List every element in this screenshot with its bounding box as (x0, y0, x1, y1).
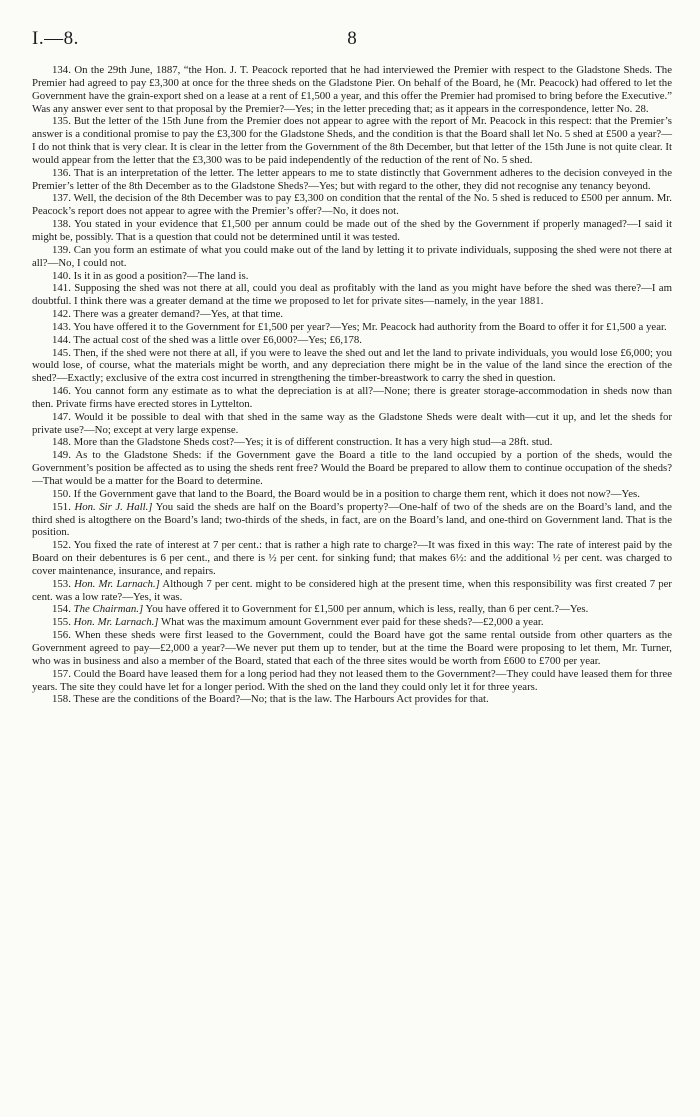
speaker-name: Hon. Mr. Larnach.] (73, 616, 159, 629)
speaker-name: The Chairman.] (73, 603, 144, 616)
question-number: 157. (52, 667, 71, 680)
question-number: 142. (52, 308, 71, 321)
question-number: 145. (52, 346, 71, 359)
question-text: That is an interpretation of the letter. The letter appears to me to state distinctly that Government adheres to the decision conveyed in the Premier’s letter of the 8th December as to the Gladstone Sheds?—Yes; but with regard to the other, they did not recognise any tenancy beyond. (32, 166, 672, 192)
question-paragraph (32, 321, 672, 334)
question-paragraph (32, 244, 672, 270)
question-paragraph (32, 334, 672, 347)
question-number: 152. (52, 539, 71, 552)
question-paragraph (32, 449, 672, 488)
question-text: Well, the decision of the 8th December was to pay £3,300 on condition that the rental of the No. 5 shed is reduced to £500 per annum. Mr. Peacock’s report does not appear to agree with the Premier’s offer?—No, it does not. (32, 192, 672, 218)
question-text: You fixed the rate of interest at 7 per cent.: that is rather a high rate to charge?—It was fixed in this way: The rate of interest paid by the Board on their debentures is 6 per cent., and there is ½ per cent. for sinking fund; that makes 6½: and the additional ½ per cent. was charged to cover maintenance, insurance, and repairs. (32, 539, 672, 577)
question-paragraph (32, 629, 672, 668)
question-text: What was the maximum amount Government ever paid for these sheds?—£2,000 a year. (161, 616, 544, 629)
question-paragraph (32, 501, 672, 540)
question-number: 143. (52, 320, 71, 333)
speaker-name: Hon. Mr. Larnach.] (74, 577, 160, 590)
question-text: You stated in your evidence that £1,500 per annum could be made out of the shed by the Government if properly managed?—I said it might be, possibly. That is a question that could not be determined until it was tested. (32, 218, 672, 243)
question-paragraph (32, 616, 672, 629)
question-paragraph (32, 693, 672, 706)
evidence-text (32, 64, 672, 706)
question-text: Would it be possible to deal with that shed in the same way as the Gladstone Sheds were dealt with—cut it up, and let the sheds for private use?—No; except at very large expense. (32, 410, 672, 436)
question-number: 139. (52, 243, 71, 256)
question-number: 150. (52, 487, 71, 500)
question-text: Could the Board have leased them for a long period had they not leased them to the Government?—They could have leased them for three years. The site they could have let for a longer period. With the shed on the land they could only let it for three years. (32, 667, 672, 693)
question-text: On the 29th June, 1887, “the Hon. J. T. Peacock reported that he had interviewed the Premier with respect to the Gladstone Sheds. The Premier had agreed to pay £3,300 at once for the three sheds on the Gladstone Pier. On behalf of the Board, he (Mr. Peacock) had offered to let the Government have the grain-export shed on a lease at a rent of £1,500 a year, and this offer the Premier had promised to bring before the Executive.” Was any answer ever sent to that proposal by the Premier?—Yes; in the letter preceding that; as it appears in the correspondence, letter No. 28. (32, 64, 673, 115)
question-number: 140. (52, 269, 71, 282)
question-paragraph (32, 385, 672, 411)
question-text: The actual cost of the shed was a little over £6,000?—Yes; £6,178. (73, 333, 362, 346)
question-text: These are the conditions of the Board?—No; that is the law. The Harbours Act provides for that. (73, 693, 489, 706)
question-paragraph (32, 539, 672, 578)
question-paragraph (32, 411, 672, 437)
question-number: 149. (52, 449, 71, 462)
question-text: Then, if the shed were not there at all, if you were to leave the shed out and let the land to private individuals, you would lose £6,000; you would lose, of course, what the materials might be worth, and any depreciation there might be in the value of the land since the erection of the shed?—Exactly; exclusive of the extra cost incurred in strengthening the timber-breastwork to carry the shed in question. (32, 346, 672, 385)
question-number: 147. (52, 410, 71, 423)
question-paragraph (32, 270, 672, 283)
question-text: As to the Gladstone Sheds: if the Government gave the Board a title to the land occupied by a portion of the sheds, would the Government’s position be affected as to using the sheds rent free? Would the Board be prepared to allow them to continue occupation of the sheds?—That would be a matter for the Board to determine. (32, 449, 672, 487)
question-number: 134. (52, 64, 71, 76)
question-number: 151. (52, 500, 71, 513)
question-paragraph (32, 603, 672, 616)
question-number: 156. (52, 629, 71, 642)
document-page (32, 28, 672, 706)
question-paragraph (32, 308, 672, 321)
page-number: 8 (347, 28, 357, 49)
question-text: If the Government gave that land to the Board, the Board would be in a position to charge them rent, which it does not now?—Yes. (73, 487, 640, 500)
question-number: 144. (52, 333, 71, 346)
speaker-name: Hon. Sir J. Hall.] (74, 500, 153, 513)
section-reference: I.—8. (32, 28, 79, 49)
question-paragraph (32, 436, 672, 449)
question-text: Supposing the shed was not there at all, could you deal as profitably with the land as you might have before the shed was there?—I am doubtful. I think there was a greater demand at the time we proposed to let for private sites—namely, in the year 1881. (32, 282, 673, 308)
question-text: But the letter of the 15th June from the Premier does not appear to agree with the report of Mr. Peacock in this respect: that the Premier’s answer is a conditional promise to pay the £3,300 for the Gladstone Sheds, and the condition is that the Board shall let No. 5 shed at £500 a year?—I do not think that is very clear. It is clear in the letter from the Government of the 8th December, but that letter of the 15th June is not quite clear. It would appear from the letter that the £3,300 was to be paid independently of the reduction of the rent of No. 5 shed. (32, 115, 672, 166)
question-text: You have offered it to Government for £1,500 per annum, which is less, really, than 6 per cent.?—Yes. (145, 603, 589, 616)
question-number: 137. (52, 192, 71, 205)
question-text: More than the Gladstone Sheds cost?—Yes; it is of different construction. It has a very high stud—a 28ft. stud. (73, 436, 553, 449)
question-number: 148. (52, 436, 71, 449)
question-paragraph (32, 192, 672, 218)
question-paragraph (32, 218, 672, 244)
question-paragraph (32, 668, 672, 694)
question-text: You said the sheds are half on the Board’s property?—One-half of two of the sheds are on the Board’s land, and the third shed is altogthere on the Board’s land; two-thirds of the sheds, in fact, are on the Board’s land, and one-third on Government land. That is the position. (32, 500, 672, 539)
question-number: 146. (52, 385, 71, 398)
question-number: 136. (52, 166, 71, 179)
question-paragraph (32, 64, 672, 115)
question-number: 154. (52, 603, 71, 616)
question-number: 158. (52, 693, 71, 706)
question-paragraph (32, 347, 672, 386)
question-number: 153. (52, 577, 71, 590)
question-number: 155. (52, 616, 71, 629)
question-text: Is it in as good a position?—The land is. (73, 269, 249, 282)
question-number: 138. (52, 218, 71, 231)
question-number: 141. (52, 282, 71, 295)
question-text: You have offered it to the Government for £1,500 per year?—Yes; Mr. Peacock had authority from the Board to offer it for £1,500 a year. (73, 320, 667, 333)
question-text: When these sheds were first leased to the Government, could the Board have got the same rental outside from other quarters as the Government agreed to pay—£2,000 a year?—We never put them up to tender, but at the time the Board were proposing to let them, Mr. Turner, who was in business and also a member of the Board, stated that each of the three sites would be worth from £600 to £700 per year. (32, 629, 672, 667)
question-number: 135. (52, 115, 71, 128)
question-paragraph (32, 167, 672, 193)
question-paragraph (32, 282, 672, 308)
question-paragraph (32, 488, 672, 501)
page-header (32, 28, 672, 64)
question-text: There was a greater demand?—Yes, at that time. (73, 308, 284, 321)
question-paragraph (32, 578, 672, 604)
question-text: Can you form an estimate of what you could make out of the land by letting it to private individuals, supposing the shed were not there at all?—No, I could not. (32, 243, 672, 269)
question-text: Although 7 per cent. might to be considered high at the present time, when this responsibility was first created 7 per cent. was a low rate?—Yes, it was. (32, 577, 673, 603)
question-text: You cannot form any estimate as to what the depreciation is at all?—None; there is greater storage-accommodation in sheds now than then. Private firms have erected stores in Lyttelton. (32, 385, 672, 410)
question-paragraph (32, 115, 672, 166)
